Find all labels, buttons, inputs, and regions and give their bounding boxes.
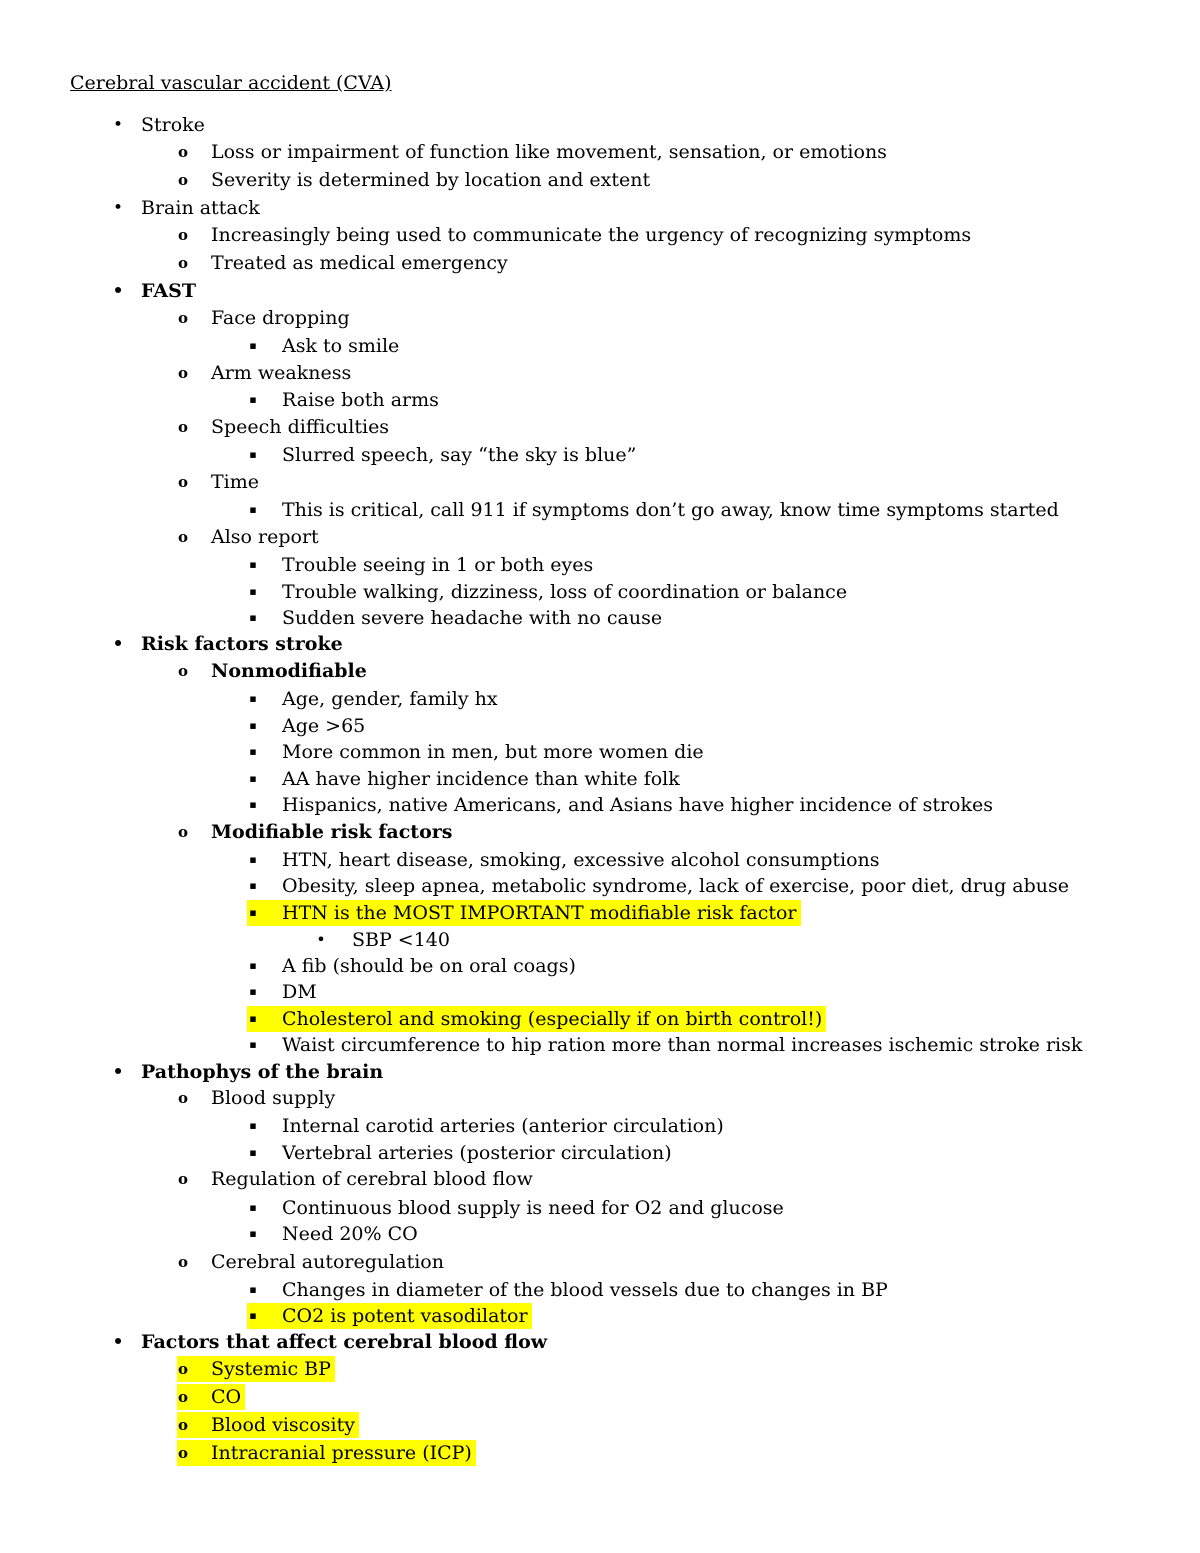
outline-item-text: This is critical, call 911 if symptoms don’t go away, know time symptoms started <box>282 499 1059 521</box>
circle-bullet-icon: o <box>177 254 188 272</box>
circle-bullet-icon: o <box>177 143 188 161</box>
square-bullet-icon: ▪ <box>249 1309 257 1322</box>
outline-item-text: More common in men, but more women die <box>282 741 704 763</box>
outline-item-text: Time <box>211 471 260 493</box>
square-bullet-icon: ▪ <box>249 1146 257 1159</box>
outline-item-text: Vertebral arteries (posterior circulation) <box>282 1142 672 1164</box>
circle-bullet-icon: o <box>177 171 188 189</box>
outline-item-text: AA have higher incidence than white folk <box>282 768 680 790</box>
circle-bullet-icon: o <box>177 1170 188 1188</box>
outline-item-text: DM <box>282 981 317 1003</box>
circle-bullet-icon: o <box>177 1360 188 1378</box>
circle-bullet-icon: o <box>177 1416 188 1434</box>
bullet-bullet-icon: • <box>112 115 124 135</box>
outline-item-text: Systemic BP <box>211 1358 331 1380</box>
square-bullet-icon: ▪ <box>249 1038 257 1051</box>
square-bullet-icon: ▪ <box>249 558 257 571</box>
bullet-bullet-icon: • <box>112 1062 124 1082</box>
square-bullet-icon: ▪ <box>249 448 257 461</box>
square-bullet-icon: ▪ <box>249 745 257 758</box>
outline-item-text: Intracranial pressure (ICP) <box>211 1442 472 1464</box>
square-bullet-icon: ▪ <box>249 339 257 352</box>
square-bullet-icon: ▪ <box>249 692 257 705</box>
outline-item-text: HTN, heart disease, smoking, excessive alcohol consumptions <box>282 849 880 871</box>
square-bullet-icon: ▪ <box>249 853 257 866</box>
outline-item-text: Regulation of cerebral blood flow <box>211 1168 533 1190</box>
outline-item-text: Arm weakness <box>211 362 352 384</box>
outline-item-text: Slurred speech, say “the sky is blue” <box>282 444 637 466</box>
outline-item-text: Blood viscosity <box>211 1414 355 1436</box>
circle-bullet-icon: o <box>177 662 188 680</box>
outline-item-text: Sudden severe headache with no cause <box>282 607 663 629</box>
outline-item-text: Internal carotid arteries (anterior circulation) <box>282 1115 724 1137</box>
square-bullet-icon: ▪ <box>249 985 257 998</box>
outline-item-text: Pathophys of the brain <box>141 1061 384 1083</box>
square-bullet-icon: ▪ <box>249 1227 257 1240</box>
outline-item-text: Blood supply <box>211 1087 336 1109</box>
square-bullet-icon: ▪ <box>249 906 257 919</box>
dot-bullet-icon: • <box>316 930 326 949</box>
circle-bullet-icon: o <box>177 1388 188 1406</box>
square-bullet-icon: ▪ <box>249 959 257 972</box>
square-bullet-icon: ▪ <box>249 719 257 732</box>
outline-item-text: HTN is the MOST IMPORTANT modifiable risk factor <box>282 902 797 924</box>
outline-item-text: Waist circumference to hip ration more than normal increases ischemic stroke risk <box>282 1034 1083 1056</box>
square-bullet-icon: ▪ <box>249 879 257 892</box>
circle-bullet-icon: o <box>177 1444 188 1462</box>
circle-bullet-icon: o <box>177 418 188 436</box>
outline-item-text: Severity is determined by location and extent <box>211 169 651 191</box>
square-bullet-icon: ▪ <box>249 1119 257 1132</box>
square-bullet-icon: ▪ <box>249 1012 257 1025</box>
outline-item-text: Cerebral autoregulation <box>211 1251 444 1273</box>
bullet-bullet-icon: • <box>112 198 124 218</box>
square-bullet-icon: ▪ <box>249 1283 257 1296</box>
circle-bullet-icon: o <box>177 823 188 841</box>
outline-item-text: Stroke <box>141 114 205 136</box>
circle-bullet-icon: o <box>177 226 188 244</box>
square-bullet-icon: ▪ <box>249 798 257 811</box>
outline-item-text: Modifiable risk factors <box>211 821 453 843</box>
bullet-bullet-icon: • <box>112 1332 124 1352</box>
square-bullet-icon: ▪ <box>249 1201 257 1214</box>
square-bullet-icon: ▪ <box>249 772 257 785</box>
square-bullet-icon: ▪ <box>249 585 257 598</box>
outline-item-text: Nonmodifiable <box>211 660 367 682</box>
outline-item-text: Also report <box>211 526 319 548</box>
outline-item-text: A fib (should be on oral coags) <box>282 955 576 977</box>
outline-item-text: CO2 is potent vasodilator <box>282 1305 528 1327</box>
circle-bullet-icon: o <box>177 309 188 327</box>
bullet-bullet-icon: • <box>112 634 124 654</box>
circle-bullet-icon: o <box>177 1253 188 1271</box>
outline-item-text: Brain attack <box>141 197 260 219</box>
outline-item-text: Factors that affect cerebral blood flow <box>141 1331 548 1353</box>
circle-bullet-icon: o <box>177 473 188 491</box>
document-title: Cerebral vascular accident (CVA) <box>70 72 392 94</box>
bullet-bullet-icon: • <box>112 281 124 301</box>
outline-item-text: Loss or impairment of function like movement, sensation, or emotions <box>211 141 887 163</box>
outline-item-text: CO <box>211 1386 242 1408</box>
outline-item-text: Risk factors stroke <box>141 633 343 655</box>
circle-bullet-icon: o <box>177 528 188 546</box>
circle-bullet-icon: o <box>177 1089 188 1107</box>
outline-item-text: Cholesterol and smoking (especially if on birth control!) <box>282 1008 823 1030</box>
outline-item-text: FAST <box>141 280 196 302</box>
outline-item-text: Age >65 <box>282 715 366 737</box>
outline-item-text: Raise both arms <box>282 389 439 411</box>
square-bullet-icon: ▪ <box>249 393 257 406</box>
outline-item-text: Hispanics, native Americans, and Asians have higher incidence of strokes <box>282 794 993 816</box>
outline-item-text: Treated as medical emergency <box>211 252 508 274</box>
outline-item-text: Trouble seeing in 1 or both eyes <box>282 554 594 576</box>
outline-item-text: Need 20% CO <box>282 1223 418 1245</box>
outline-item-text: Trouble walking, dizziness, loss of coordination or balance <box>282 581 848 603</box>
outline-item-text: Changes in diameter of the blood vessels due to changes in BP <box>282 1279 888 1301</box>
circle-bullet-icon: o <box>177 364 188 382</box>
outline-item-text: Age, gender, family hx <box>282 688 498 710</box>
square-bullet-icon: ▪ <box>249 611 257 624</box>
outline-item-text: Ask to smile <box>282 335 400 357</box>
outline-item-text: Continuous blood supply is need for O2 and glucose <box>282 1197 784 1219</box>
outline-item-text: Speech difficulties <box>211 416 390 438</box>
outline-item-text: Increasingly being used to communicate the urgency of recognizing symptoms <box>211 224 972 246</box>
outline-item-text: SBP <140 <box>352 929 450 951</box>
outline-item-text: Face dropping <box>211 307 350 329</box>
outline-item-text: Obesity, sleep apnea, metabolic syndrome, lack of exercise, poor diet, drug abuse <box>282 875 1069 897</box>
square-bullet-icon: ▪ <box>249 503 257 516</box>
